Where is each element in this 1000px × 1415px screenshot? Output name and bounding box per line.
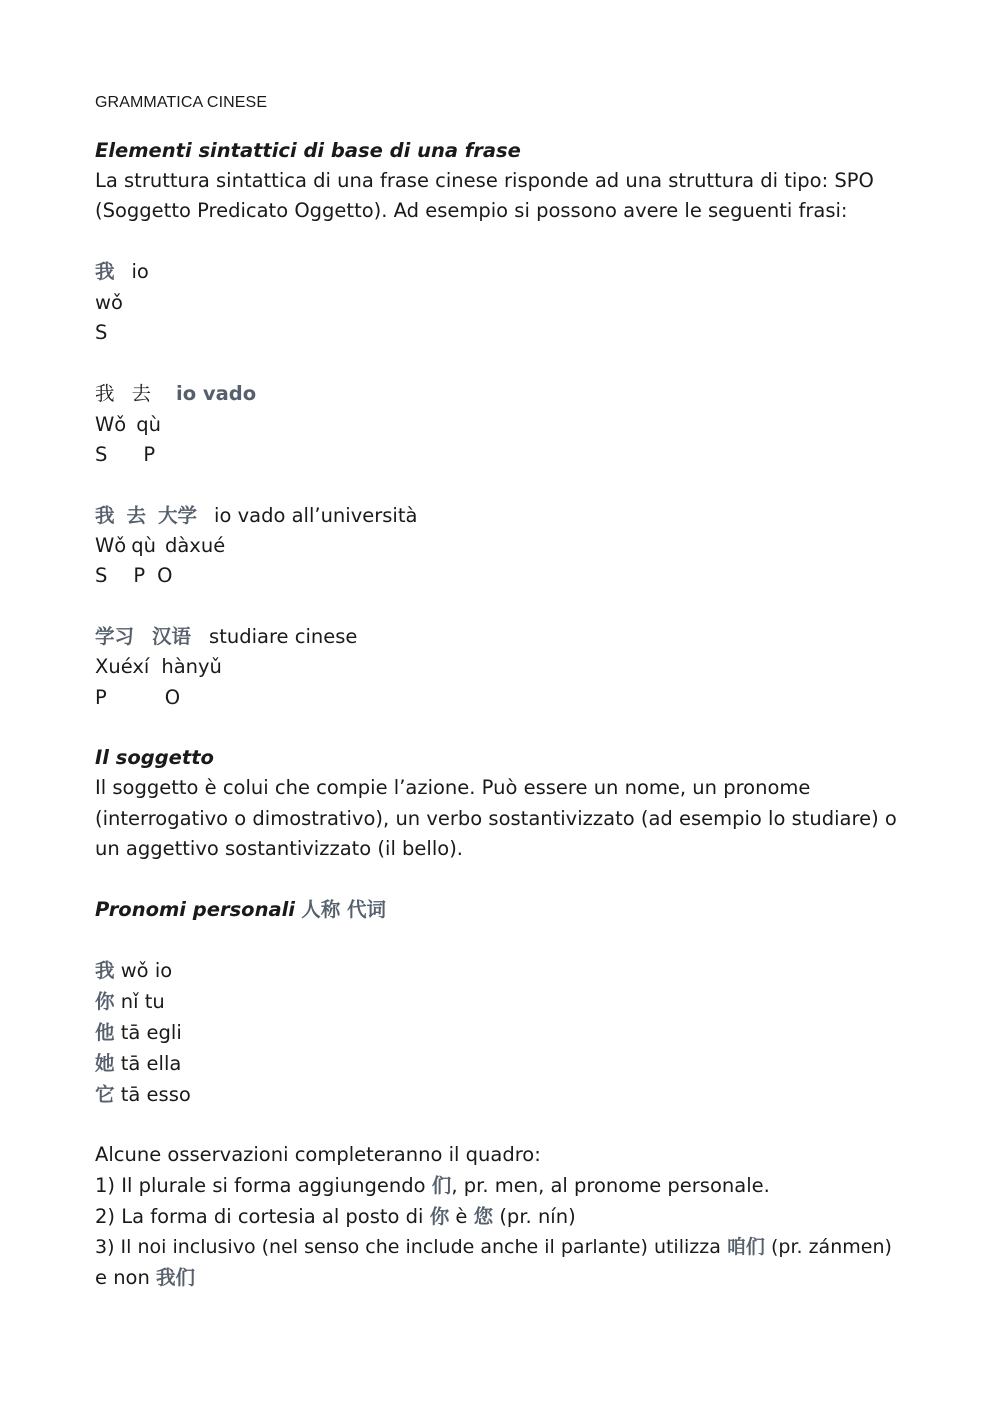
- section-title-subject: Il soggetto: [95, 746, 214, 769]
- example-pinyin-row: [95, 655, 222, 679]
- hanzi: 我: [95, 260, 115, 283]
- hanzi: 们: [431, 1174, 452, 1197]
- translation: io vado: [176, 382, 257, 405]
- paragraph-line: Il soggetto è colui che compie l’azione. Può essere un nome, un pronome: [95, 776, 811, 799]
- pronoun-row: [95, 1021, 182, 1045]
- meaning: io: [154, 959, 173, 982]
- role-label: O: [157, 564, 173, 587]
- pinyin: qù: [131, 534, 156, 557]
- hanzi: 您: [473, 1205, 494, 1228]
- pinyin: tā: [120, 1083, 141, 1106]
- hanzi: 你: [95, 990, 115, 1013]
- role-label: S: [95, 564, 108, 587]
- hanzi: 我: [95, 382, 115, 405]
- observation-text: 1) Il plurale si forma aggiungendo: [95, 1174, 426, 1197]
- hanzi: 我们: [156, 1266, 196, 1289]
- document-header: GRAMMATICA CINESE: [95, 94, 268, 111]
- paragraph-line: (interrogativo o dimostrativo), un verbo sostantivizzato (ad esempio lo studiare) o: [95, 807, 897, 830]
- translation: io vado all’università: [214, 504, 418, 527]
- pinyin: wǒ: [95, 291, 123, 314]
- role-label: P: [133, 564, 146, 587]
- example-pinyin-row: [95, 413, 161, 437]
- section-title-pronouns: [95, 898, 386, 922]
- role-label: P: [95, 686, 107, 709]
- observation-text: è: [455, 1205, 468, 1228]
- hanzi: 大学: [158, 504, 198, 527]
- pronoun-row: [95, 990, 165, 1014]
- hanzi: 我: [95, 504, 115, 527]
- pinyin: nǐ: [120, 990, 139, 1013]
- hanzi: 我: [95, 959, 115, 982]
- paragraph-line: (Soggetto Predicato Oggetto). Ad esempio si possono avere le seguenti frasi:: [95, 199, 848, 222]
- pinyin: tā: [120, 1052, 141, 1075]
- example-hanzi-row: [95, 504, 417, 528]
- meaning: egli: [146, 1021, 182, 1044]
- observation-text: e non: [95, 1266, 150, 1289]
- hanzi: 他: [95, 1021, 115, 1044]
- hanzi: 去: [126, 504, 147, 527]
- hanzi: 咱们: [726, 1236, 765, 1258]
- example-roles-row: [95, 321, 107, 345]
- pronoun-row: [95, 1052, 181, 1076]
- example-hanzi-row: [95, 625, 357, 649]
- pinyin: wǒ: [120, 959, 149, 982]
- hanzi: 学习: [95, 625, 135, 648]
- pinyin: Xuéxí: [95, 655, 150, 678]
- meaning: tu: [144, 990, 165, 1013]
- hanzi: 它: [95, 1083, 115, 1106]
- meaning: ella: [146, 1052, 182, 1075]
- pronouns-title: Pronomi personali: [95, 898, 295, 921]
- role-label: S: [95, 443, 108, 466]
- meaning: esso: [146, 1083, 191, 1106]
- section-title-syntax: Elementi sintattici di base di una frase: [95, 139, 521, 162]
- example-roles-row: [95, 564, 173, 588]
- pronouns-title-cjk: 人称 代词: [301, 898, 386, 921]
- pronoun-row: [95, 959, 172, 983]
- observation-3-continued: [95, 1266, 195, 1290]
- hanzi: 去: [131, 382, 152, 405]
- pinyin: qù: [136, 413, 161, 436]
- pinyin: tā: [120, 1021, 141, 1044]
- example-pinyin-row: [95, 534, 225, 558]
- example-hanzi-row: [95, 382, 256, 406]
- example-roles-row: [95, 443, 155, 467]
- observation-text: (pr. nín): [499, 1205, 576, 1228]
- hanzi: 她: [95, 1052, 115, 1075]
- hanzi: 汉语: [152, 625, 192, 648]
- example-hanzi-row: [95, 260, 149, 284]
- observation-text: 2) La forma di cortesia al posto di: [95, 1205, 424, 1228]
- pinyin: hànyǔ: [161, 655, 222, 678]
- role-label: S: [95, 321, 108, 344]
- role-label: P: [143, 443, 156, 466]
- pronoun-row: [95, 1083, 191, 1107]
- example-pinyin-row: [95, 291, 123, 315]
- observation-text: (pr. zánmen): [770, 1236, 892, 1258]
- paragraph-line: un aggettivo sostantivizzato (il bello).: [95, 837, 464, 860]
- observation-text: , pr. men, al pronome personale.: [451, 1174, 770, 1197]
- observation-2: [95, 1205, 576, 1229]
- pinyin: Wǒ: [95, 413, 127, 436]
- observation-1: [95, 1174, 770, 1198]
- observation-text: 3) Il noi inclusivo (nel senso che include anche il parlante) utilizza: [95, 1236, 721, 1258]
- example-roles-row: [95, 686, 180, 710]
- observations-intro: Alcune osservazioni completeranno il quadro:: [95, 1143, 541, 1166]
- translation: studiare cinese: [209, 625, 358, 648]
- translation: io: [131, 260, 149, 283]
- hanzi: 你: [429, 1205, 450, 1228]
- role-label: O: [164, 686, 181, 709]
- observation-3: [95, 1235, 892, 1259]
- paragraph-line: La struttura sintattica di una frase cinese risponde ad una struttura di tipo: SPO: [95, 169, 874, 192]
- pinyin: Wǒ: [95, 534, 127, 557]
- pinyin: dàxué: [164, 534, 226, 557]
